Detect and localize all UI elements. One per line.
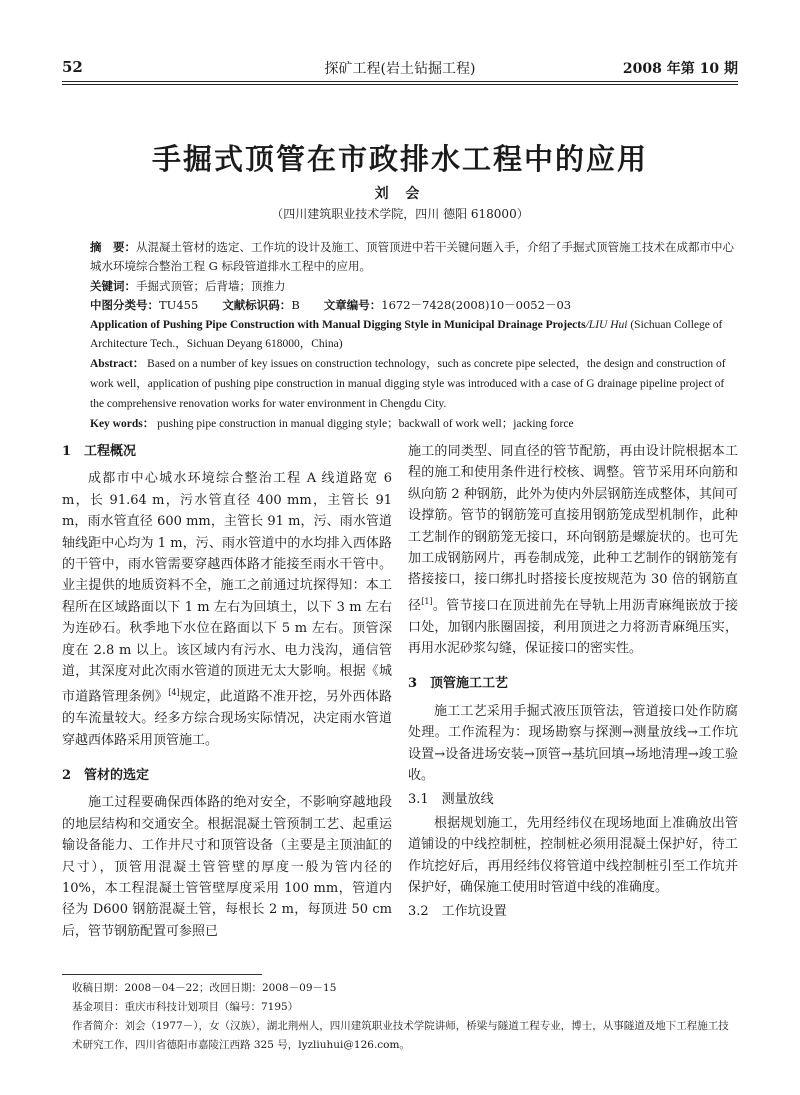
section-3-1-heading: 3.1 测量放线	[408, 792, 494, 808]
header-rule	[62, 81, 738, 82]
english-title	[90, 316, 738, 356]
abstract-cn	[90, 238, 738, 277]
header-rule-2	[62, 84, 738, 85]
cont-text-a: 施工的同类型、同直径的管节配筋，再由设计院根据本工程的施工和使用条件进行校核、调整。管节采用环向筋和纵向筋 2 种钢筋，此外为使内外层钢筋连成整体，其间可设撑筋。管节的钢筋笼可直接用钢筋笼成型机制作，此种工艺制作的钢筋笼无接口，环向钢筋是螺旋状的。也可先加工成钢筋网片，再卷制成笼，此种工艺制作的钢筋笼有搭接接口，接口绑扎时搭接长度按规范为 30 倍的钢筋直径	[408, 444, 738, 614]
section-2-heading: 2 管材的选定	[62, 768, 150, 784]
article-number	[324, 296, 571, 315]
section-2-continuation	[408, 441, 738, 659]
left-column	[62, 441, 392, 942]
clc-label: 中图分类号：	[90, 298, 159, 313]
section-1-heading: 1 工程概况	[62, 444, 137, 459]
doc-code	[222, 296, 299, 315]
clc-value: TU455	[159, 298, 199, 313]
doc-label: 文献标识码：	[222, 298, 292, 313]
footnote	[72, 979, 738, 1055]
journal-name: 探矿工程(岩土钻掘工程)	[324, 61, 476, 77]
keywords-en-text: pushing pipe construction in manual digging style；backwall of work well；jacking force	[154, 417, 574, 430]
art-label: 文章编号：	[323, 298, 382, 313]
english-affiliation: (Sichuan College of Architecture Tech.，Sichuan Deyang 618000，China)	[90, 318, 723, 351]
section-2-paragraph: 施工过程要确保西体路的绝对安全，不影响穿越地段的地层结构和交通安全。根据混凝土管预制工艺、起重运输设备能力、工作井尺寸和顶管设备（主要是主顶油缸的尺寸），顶管用混凝土管管壁的厚度一般为管内径的 10%，本工程混凝土管管壁厚度采用 100 mm，管道内径为 D600 钢筋混凝土管，每根长 2 m，每顶进 50 cm 后，管节钢筋配置可参照已	[62, 795, 392, 939]
keywords-en-label: Key words：	[90, 417, 155, 430]
doc-value: B	[291, 298, 300, 313]
fund-info: 基金项目：重庆市科技计划项目（编号：7195）	[72, 1001, 299, 1013]
right-column	[408, 441, 738, 925]
section-1-paragraph	[62, 468, 392, 751]
section-3-1-paragraph: 根据规划施工，先用经纬仪在现场地面上准确放出管道铺设的中线控制桩，控制桩必须用混凝土保护好，待工作坑挖好后，再用经纬仪将管道中线控制桩引至工作坑并保护好，确保施工使用时管道中线的准确度。	[408, 815, 738, 896]
keywords-en	[90, 415, 738, 435]
section-3-paragraph: 施工工艺采用手掘式液压顶管法，管道接口处作防腐处理。工作流程为：现场勘察与探测→测量放线→工作坑设置→设备进场安装→顶管→基坑回填→场地清理→竣工验收。	[408, 703, 738, 784]
citation-4: [4]	[168, 688, 180, 698]
english-author: /LIU Hui	[585, 318, 628, 331]
page-number: 52	[62, 58, 83, 76]
keywords-cn-label: 关键词：	[90, 278, 136, 293]
abstract-cn-text: 从混凝土管材的选定、工作坑的设计及施工、顶管顶进中若干关键问题入手，介绍了手掘式顶管施工技术在成都市中心城水环境综合整治工程 G 标段管道排水工程中的应用。	[90, 240, 734, 274]
citation-1: [1]	[421, 596, 433, 606]
cont-text-b: 。管节接口在顶进前先在导轨上用沥青麻绳嵌放于接口处，加钢内胀圈固接，利用顶进之力将沥青麻绳压实，再用水泥砂浆勾缝，保证接口的密实性。	[408, 598, 738, 656]
section-3-heading: 3 顶管施工工艺	[408, 676, 509, 692]
running-header	[62, 58, 738, 80]
paper-title: 手掘式顶管在市政排水工程中的应用	[151, 142, 648, 176]
abstract-en-label: Abstract：	[90, 358, 145, 371]
abstract-en-text: Based on a number of key issues on construction technology，such as concrete pipe selected，the design and construction of work well，application of pushing pipe construction in manual digging style was introduced with a case of G drainage pipeline project of the comprehensive renovation works for water environment in Chengdu City.	[90, 358, 726, 410]
section-3-2-heading: 3.2 工作坑设置	[408, 904, 507, 920]
art-value: 1672－7428(2008)10－0052－03	[381, 298, 572, 313]
clc-code	[90, 296, 198, 315]
keywords-cn	[90, 277, 738, 296]
author: 刘 会	[374, 186, 426, 202]
footnote-rule	[62, 974, 262, 975]
author-bio: 作者简介：刘会（1977－），女（汉族），湖北荆州人，四川建筑职业技术学院讲师，桥梁与隧道工程专业，博士，从事隧道及地下工程施工技术研究工作，四川省德阳市嘉陵江西路 325 号，lyzliuhui@126.com。	[72, 1020, 729, 1051]
s1-text-a: 成都市中心城水环境综合整治工程 A 线道路宽 6 m，长 91.64 m，污水管直径 400 mm，主管长 91 m，雨水管直径 600 mm，主管长 91 m，污、雨水管道轴线距中心均为 1 m，污、雨水管道中的水均排入西体路的干管中，雨水管需要穿越西体路才能接至雨水干管中。业主提供的地质资料不全，施工之前通过坑探得知：本工程所在区域路面以下 1 m 左右为回填土，以下 3 m 左右为连砂石。秋季地下水位在路面以下 5 m 左右。顶管深度在 2.8 m 以上。该区域内有污水、电力浅沟，通信管道，其深度对此次雨水管道的顶进无太大影响。根据《城市道路管理条例》	[62, 471, 392, 705]
received-date: 收稿日期：2008－04－22；改回日期：2008－09－15	[72, 982, 337, 994]
classification-line	[90, 296, 738, 315]
abstract-cn-label: 摘 要：	[90, 240, 136, 254]
issue-label: 2008 年第 10 期	[622, 61, 738, 77]
abstract-en	[90, 355, 738, 414]
english-title-text: Application of Pushing Pipe Construction with Manual Digging Style in Municipal Drainage Projects	[90, 318, 586, 331]
keywords-cn-text: 手掘式顶管；后背墙；顶推力	[136, 278, 286, 293]
front-matter	[90, 238, 738, 434]
s1-text-b: 规定，此道路不准开挖，另外西体路的车流量较大。经多方综合现场实际情况，决定雨水管道穿越西体路采用顶管施工。	[62, 689, 392, 748]
affiliation: （四川建筑职业技术学院，四川 德阳 618000）	[271, 207, 529, 221]
